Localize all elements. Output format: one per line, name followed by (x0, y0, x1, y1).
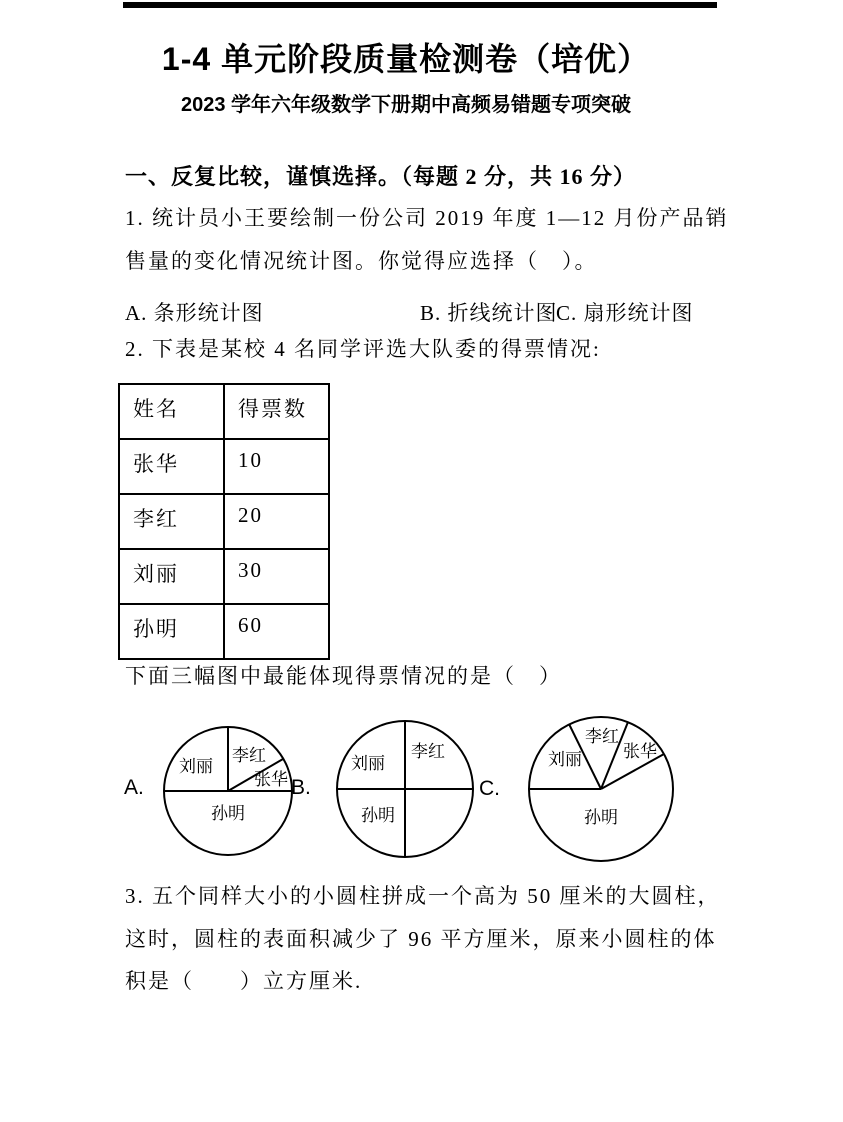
pie-chart-option-c (529, 717, 673, 861)
cell-name: 李红 (119, 494, 224, 549)
pie-c-label-sunming: 孙明 (584, 808, 618, 827)
cell-name: 刘丽 (119, 549, 224, 604)
page-subtitle: 2023 学年六年级数学下册期中高频易错题专项突破 (180, 94, 632, 116)
cell-name: 张华 (119, 439, 224, 494)
section-1-heading: 一、反复比较，谨慎选择。（每题 2 分，共 16 分） (125, 164, 637, 189)
pie-c-label-zhanghua: 张华 (623, 742, 657, 761)
vote-table-header-row (119, 384, 329, 439)
pie-chart-option-b (337, 721, 473, 857)
q1-option-c: C. 扇形统计图 (556, 301, 694, 325)
pie-a-label-zhanghua: 张华 (254, 770, 288, 789)
pie-a-label-liuli: 刘丽 (179, 757, 213, 776)
pie-option-letter-a: A. (124, 776, 144, 799)
table-row (119, 604, 329, 659)
pie-option-letter-b: B. (291, 776, 311, 799)
q1-option-b: B. 折线统计图 (420, 301, 558, 325)
cell-votes: 30 (224, 549, 329, 604)
page-title: 1-4 单元阶段质量检测卷（培优） (161, 41, 651, 77)
table-row (119, 549, 329, 604)
q2-prompt: 下面三幅图中最能体现得票情况的是（ ） (125, 664, 562, 688)
top-rule (123, 2, 717, 8)
table-row (119, 439, 329, 494)
q3-stem-line1: 3. 五个同样大小的小圆柱拼成一个高为 50 厘米的大圆柱， (125, 884, 721, 908)
q3-stem-line3: 积是（ ）立方厘米. (125, 969, 363, 993)
pie-c-label-liuli: 刘丽 (548, 750, 582, 769)
vote-table (118, 383, 330, 660)
pie-b-label-lihong: 李红 (411, 742, 445, 761)
pie-chart-option-a (164, 727, 292, 855)
q3-stem-line2: 这时，圆柱的表面积减少了 96 平方厘米，原来小圆柱的体 (125, 927, 717, 951)
q1-stem-line2: 售量的变化情况统计图。你觉得应选择（ ）。 (125, 249, 598, 273)
q2-stem: 2. 下表是某校 4 名同学评选大队委的得票情况: (125, 337, 601, 361)
vote-table-header-name: 姓名 (119, 384, 224, 439)
table-row (119, 494, 329, 549)
pie-c-label-lihong: 李红 (585, 727, 619, 746)
cell-votes: 20 (224, 494, 329, 549)
q1-stem-line1: 1. 统计员小王要绘制一份公司 2019 年度 1—12 月份产品销 (125, 206, 729, 230)
pie-a-label-lihong: 李红 (232, 746, 266, 765)
pie-a-label-sunming: 孙明 (211, 804, 245, 823)
cell-name: 孙明 (119, 604, 224, 659)
pie-b-label-liuli: 刘丽 (351, 754, 385, 773)
cell-votes: 60 (224, 604, 329, 659)
pie-option-letter-c: C. (479, 777, 500, 800)
pie-b-label-sunming: 孙明 (361, 806, 395, 825)
cell-votes: 10 (224, 439, 329, 494)
vote-table-header-votes: 得票数 (224, 384, 329, 439)
q1-option-a: A. 条形统计图 (125, 301, 264, 325)
